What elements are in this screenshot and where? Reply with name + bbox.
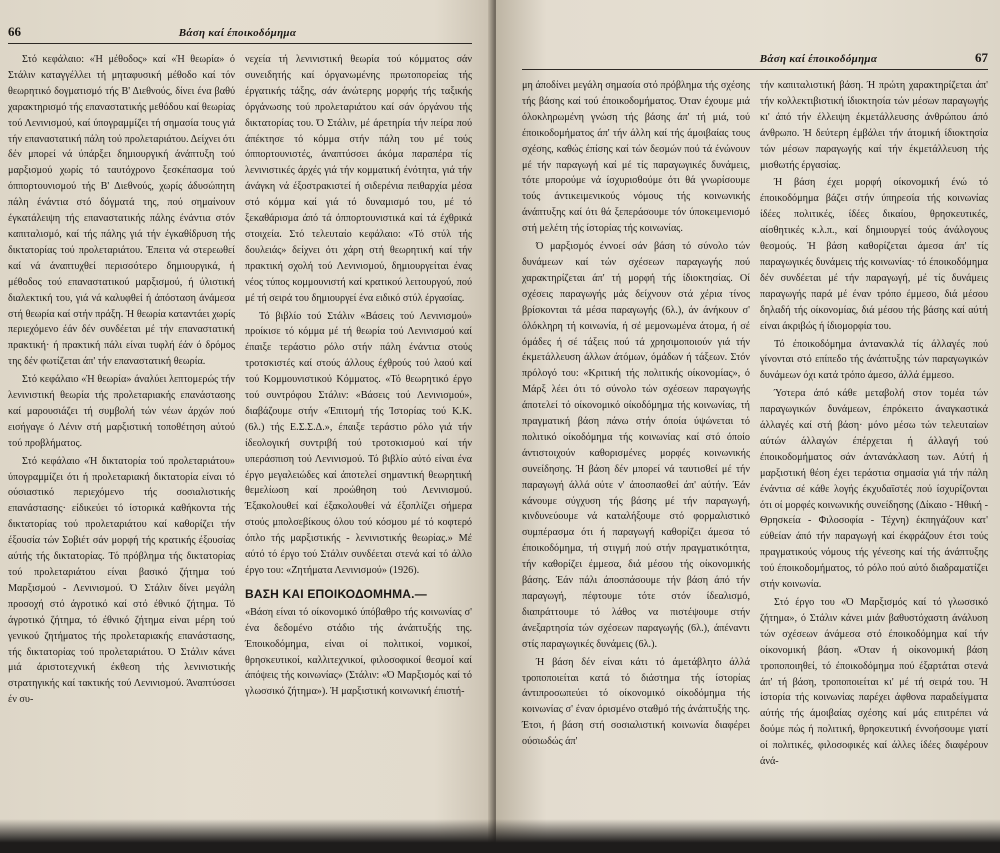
paragraph: μη άποδίνει μεγάλη σημασία στό πρόβλημα τής σχέσης τής βάσης καί τού έποικοδομήματος. Όταν έχουμε μιά όλοκληρωμένη γνώση τής βάσης άπ' τή μιά, τού έποικοδομήματος άπ' τήν άλλη καί τής άμοιβαίας τους σχέσης, καθώς έπίσης καί τών δεσμών πού τά ένώνουν μέ τήν παραγωγή καί μέ τίς παραγωγικές δυνάμεις, τότε μπορούμε νά ίσχυρισθούμε ότι θά γνωρίσουμε τούς άντικειμενικούς νόμους τής κοινωνικής άνάπτυξης καί ότι θά ξεπεράσουμε τόν ύποκειμενισμό στή μελέτη τής ίστορίας τής κοινωνίας. [522,80,750,235]
paragraph: Ή βάση δέν είναι κάτι τό άμετάβλητο άλλά τροποποιείται κατά τό διάστημα τής ίστορίας άντιπροσωπεύει τό οίκονομικό οίκοδόμημα τής κοινωνίας σ' έναν όρισμένο σταθμό τής άνάπτυξής της. Έτσι, ή βάση στή σοσιαλιστική κοινωνία διαφέρει ούσιωδώς άπ' [522,656,750,748]
text-column-left [522,78,750,772]
table-surface [0,819,1000,853]
left-page [0,0,494,853]
paragraph: «Βάση είναι τό οίκονομικό ύπόβαθρο τής κοινωνίας σ' ένα δεδομένο στάδιο τής άνάπτυξής της. Έποικοδόμημα, είναι οί πολιτικοί, νομικοί, θρησκευτικοί, καλλιτεχνικοί, φιλοσοφικοί θεσμοί καί άπόψεις τής κοινωνίας» (Στάλιν: «Ό Μαρξισμός καί τό γλωσσικό ζήτημα»). Ή μαρξιστική κοινωνική έπιστή- [245,606,472,698]
paragraph: Ή βάση έχει μορφή οίκονομική ένώ τό έποικοδόμημα βάζει στήν ύπηρεσία τής κοινωνίας ίδέες πολιτικές, ίδέες δικαίου, θρησκευτικές, αίσθητικές κ.λ.π., καί δημιουργεί τούς άνάλογους θεσμούς. Ή βάση καθορίζεται άμεσα άπ' τίς παραγωγικές δυνάμεις τής κοινωνίας· τό έποικοδόμημα δέν συνδέεται μέ τήν παραγωγή, μέ τίς δυνάμεις παραγωγής παρά μέ έναν τρόπο έμμεσο, διά μέσου δηλαδή τής οίκονομίας, διά μέσου τής βάσης καί αύτή είναι άκριβώς ή ίδιομορφία του. [760,177,988,332]
page-header [522,50,988,70]
paragraph: Ύστερα άπό κάθε μεταβολή στον τομέα τών παραγωγικών δυνάμεων, έπρόκειτο άναγκαστικά άλλαγές καί στή βάση· μόνο μέσω τών τελευταίων αύτών άλλαγών έπέρχεται ή άλλαγή τού έποικοδομήματος σάν άντανάκλαση των. Αύτή ή μαρξιστική θέση έχει τεράστια σημασία γιά τήν πάλη ένάντια σέ κάθε λογής έκχυδαϊστές πού ίσχυρίζονται ότι οί μορφές κοινωνικής συνείδησης (Δίκαιο - Ήθική - Θρησκεία - Φιλοσοφία - Τέχνη) έκπηγάζουν κατ' εύθείαν άπό τήν παραγωγή καί έκφράζουν έτσι τούς πραγματικούς νόμους τής γένεσης καί τής άνάπτυξης τού έποικοδομήματος, τό ρόλο πού αύτό διαδραματίζει στήν κοινωνία. [760,388,988,591]
section-heading: ΒΑΣΗ ΚΑΙ ΕΠΟΙΚΟΔΟΜΗΜΑ.— [245,586,427,601]
right-page [496,0,1000,853]
text-column-right [760,78,988,772]
page-number: 67 [974,50,988,65]
paragraph: νεχεία τή λενινιστική θεωρία τού κόμματος σάν συνειδητής καί όργανωμένης πρωτοπορείας τής έργατικής τάξης, σάν άνώτερης μορφής τής ταξικής όργάνωσης τού προλεταριάτου καί σάν όργάνου τής δικτατορίας του. Ό Στάλιν, μέ άρετηρία τήν πείρα πού άπέκτησε τό κόμμα στήν πάλη του μέ τούς όππορτουνιστές, άναπτύσσει άκόμα παραπέρα τίς λενινιστικές άρχές γιά τήν κομματική ένότητα, γιά τήν άνάγκη νά έξοστρακιστεί ή σιδερένια πειθαρχία μέσα στό κόμμα καί γιά τό δυναμισμό του, μέ τό ξεκαθάρισμα άπό τά όππορτουνιστικά καί τά έχθρικά στοιχεία. Στό τελευταίο κεφάλαιο: «Τό στύλ τής δουλειάς» δείχνει ότι χάρη στή θεωρητική καί τήν πρακτική σχολή τού Λενινισμού, δημιουργείται ένας νέος τύπος κομμουνιστή καί κρατικού λειτουργού, πού μέ τή σειρά του δημιουργεί ένα ειδικό στύλ έργασίας. [245,54,472,304]
paragraph: Στό κεφάλαιο «Ή δικτατορία τού προλεταριάτου» ύπογραμμίζει ότι ή προλεταριακή δικτατορία είναι τό ούσιαστικό περιεχόμενο τής σοσιαλιστικής επανάστασης· είδικεύει τό ίστορικά καθήκοντα τής δικτατορίας τού προλεταριάτου καί καθορίζει τήν έξουσία τών Σοβιέτ σάν μορφή τής κρατικής έξουσίας αύτής τής δικτατορίας. Τό πρόβλημα τής δικτατορίας τού προλεταριάτου είναι βασικό ζήτημα τού Μαρξισμού - Λενινισμού. Ό Στάλιν δίνει μεγάλη προσοχή στό άγροτικό καί στό έθνικό ζήτημα. Τό άγροτικό ζήτημα, τό έθνικό ζήτημα είναι μέρη τού γενικού ζητήματος τής προλεταριακής επανάστασης, τής δικτατορίας τού προλεταριάτου. Ό Στάλιν κάνει μιά άριστοτεχνική έκθεση τής λενινιστικής στρατηγικής καί τακτικής τού Λενινισμού. Άναπτύσσει έν συ- [8,455,235,706]
paragraph: Τό έποικοδόμημα άντανακλά τίς άλλαγές πού γίνονται στό επίπεδο τής άνάπτυξης τών παραγωγικών δυνάμεων όχι κατά τρόπο άμεσο, άλλά έμμεσο. [760,338,988,382]
text-columns [8,52,472,710]
paragraph: Τό βιβλίο τού Στάλιν «Βάσεις τού Λενινισμού» προίκισε τό κόμμα μέ τή θεωρία τού Λενινισμού καί έπαιξε τεράστιο ρόλο στήν πάλη ένάντια στούς τροτσκιστές καί στούς άλλους έχθρούς τού λαού καί τού Κομμουνιστικού Κόμματος. «Τό θεωρητικό έργο τού συντρόφου Στάλιν: «Βάσεις τού Λενινισμού», διαβάζουμε στήν «Έπιτομή τής Ίστορίας τού Κ.Κ. (6λ.) τής Ε.Σ.Σ.Δ.», έπαιξε τεράστιο ρόλο γιά τήν ίδεολογική συντριβή τού τροτσκισμού καί τήν υπεράσπιση τού Λενινισμού. Τό βιβλίο αύτό είναι ένα έργο μεγαλειώδες καί άποτελεί σημαντική θεωρητική θεμελίωση καί προώθηση τού Λενινισμού. Έξακολουθεί καί έξακολουθεί νά έξοπλίζει σήμερα στούς μπολσεβίκους όλου τού κόσμου μέ τό κοφτερό όπλο τής μαρξιστικής - λενινιστικής θεωρίας.» Μέ αύτό τό έργο τού Στάλιν συνδέεται στενά καί τό άλλο έργο του: «Ζητήματα Λενινισμού» (1926). [245,310,472,576]
text-column-left [8,52,235,710]
text-columns [522,78,988,772]
paragraph: Στό έργο του «Ό Μαρξισμός καί τό γλωσσικό ζήτημα», ό Στάλιν κάνει μιάν βαθυστόχαστη άνάλυση τών σχέσεων άνάμεσα στό έποικοδόμημα καί τήν οίκονομική βάση. «Όταν ή οίκονομική βάση τροποποιηθεί, τό έποικοδόμημα πού έξαρτάται στενά άπ' τή βάση, τροποποιείται κι' μέ τή σειρά του. Ή ίστορία τής κοινωνίας παρέχει άφθονα παραδείγματα αύτής τής άμοιβαίας σχέσης καί μάς επιτρέπει νά δούμε πώς ή πολιτική, θρησκευτική έννοήσουμε γιατί οί πολιτικές, φιλοσοφικές καί άλλες ίδέες διαφέρουν άνά- [760,597,988,768]
running-title: Βάση καί έποικοδόμημα [178,27,297,39]
page-number: 66 [8,24,21,39]
page-header [8,24,472,44]
running-title: Βάση καί έποικοδόμημα [759,53,878,65]
paragraph: Στό κεφάλαιο «Ή θεωρία» άναλύει λεπτομερώς τήν λενινιστική θεωρία τής προλεταριακής επανάστασης καί μαρουσιάζει τή συμβολή τών νέων άρχών πού εισήγαγε ό Λένιν στή μαρξιστική τοποθέτηση αύτού τού προβλήματος. [8,374,235,449]
paragraph: τήν καπιταλιστική βάση. Ή πρώτη χαρακτηρίζεται άπ' τήν κολλεκτιβιστική ίδιοκτησία τών μέσων παραγωγής κι' άπό τήν έλλειψη έκμετάλλευσης άνθρώπου άπό άνθρωπο. Ή δεύτερη έμβάλει τήν άτομική ίδιοκτησία τών μέσων παραγωγής καί τήν έκμετάλλευση τής μισθωτής έργασίας. [760,80,988,171]
paragraph: Στό κεφάλαιο: «Ή μέθοδος» καί «Ή θεωρία» ό Στάλιν καταγγέλλει τή μηταφυσική μέθοδο καί τόν θεωρητικό δογματισμό τής Β' Διεθνούς, δίνει ένα βαθύ χαρακτηρισμό τής επαναστατικής μεθόδου καί θεωρίας τού Λενινισμού, καί ύπογραμμίζει τή σημασία τους γιά τήν επαναστατική πάλη τού προλεταριάτου. Δείχνει ότι δέν μπορεί νά ύπάρξει δημιουργική άνάπτυξη τού μαρξισμού χωρίς τό ταυτόχρονο ξεσκέπασμα τού όππορτουνισμού τής Β' Διεθνούς, χωρίς άδυσώπητη πάλη ένάντια στό δόγματά της, πού σημαίνουν έγκατάλειψη τής επαναστατικής πάλης ένάντια στόν καπιταλισμό, καί τής πάλης γιά τήν έγκαθίδρυση τής δικτατορίας τού προλεταριάτου. Έπειτα νά στερεωθεί καί νά άναπτυχθεί περισσότερο δημιουργικά, ή μέθοδος τού επαναστατικού μαρξισμού, ή ύλιστική διαλεκτική του, γιά νά καλυφθεί ή άπόσταση άνάμεσα στή θεωρία καί στήν πράξη. Ή θεωρία καταντάει χωρίς περιεχόμενο έάν δέν συνδέεται μέ τήν επαναστατική πρακτική· ή πρακτική πάλι είναι τυφλή έάν ό δρόμος της δέν φωτίζεται άπ' τήν επαναστατική θεωρία. [8,54,235,368]
paragraph: Ό μαρξισμός έννοεί σάν βάση τό σύνολο τών δυνάμεων καί τών σχέσεων παραγωγής πού χαρακτηρίζεται άπ' τή μορφή τής ίδιοκτησίας. Οί σχέσεις παραγωγής μάς δείχνουν στά χέρια τίνος βρίσκονται τά μέσα παραγωγής (6λ.), άν άνήκουν σ' όλόκληρη τή κοινωνία, ή σέ μεμονωμένα άτομα, ή σέ όμάδες ή σέ τάξεις πού τά χρησιμοποιούν γιά τήν έκμετάλλευση άλλων άτόμων, όμάδων ή τάξεων. Στόν πρόλογό του: «Κριτική τής πολιτικής οίκονομίας», ό Μάρξ λέει ότι τό σύνολο τών σχέσεων παραγωγής άποτελεί τό οίκονομικό οίκοδόμημα τής κοινωνίας, τή πραγματική βάση πάνω στήν όποία ύψώνεται τό πολιτικό οίκοδόμημα τής κοινωνίας καί στό όποίο άντιστοιχούν καθορισμένες μορφές κοινωνικής συνείδησης. Ή βάση δέν μπορεί νά ταυτισθεί μέ τήν παραγωγή άλλά ούτε ν' άποσπασθεί άπ' αύτήν. Έάν κάνουμε σύγχυση τής βάσης μέ τήν παραγωγή, κινδυνεύουμε νά καταλήξουμε στό φορμαλιστικό συμπέρασμα ότι ή παραγωγή καθορίζει άμεσα τό έποικοδόμημα, τή στιγμή πού στήν πραγματικότητα, τήν καθορίζει έμμεσα, διά μέσου τής οίκονομικής βάσης. Έάν πάλι άποσπάσουμε τήν βάση άπό τήν παραγωγή, πέφτουμε τότε στόν ίδεαλισμό, διαπράττουμε τό λάθος να πιστέψουμε στήν άνεξαρτησία τών σχέσεων παραγωγής (6λ.), άπέναντι στίς παραγωγικές δυνάμεις (6λ.). [522,241,750,650]
text-column-right [245,52,472,710]
